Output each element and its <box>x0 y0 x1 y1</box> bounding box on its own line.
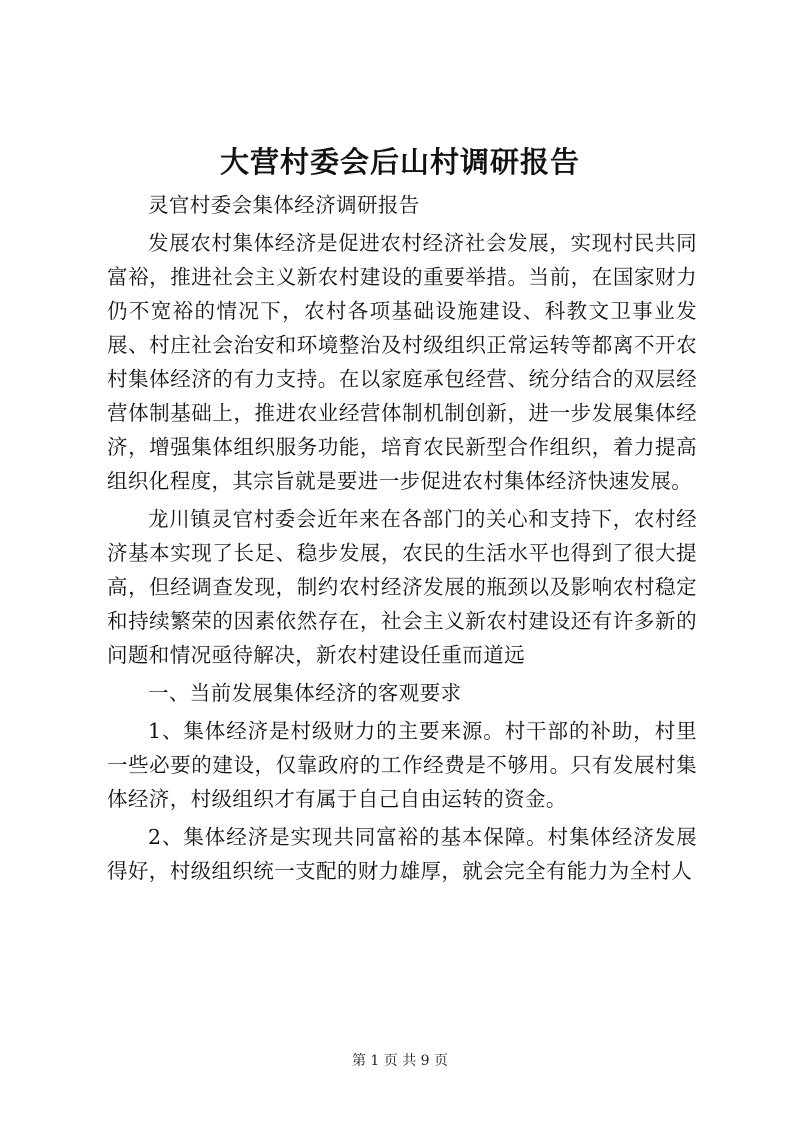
body-paragraph: 2、集体经济是实现共同富裕的基本保障。村集体经济发展得好，村级组织统一支配的财力雄厚，就会完全有能力为全村人 <box>107 825 697 883</box>
document-title: 大营村委会后山村调研报告 <box>219 145 580 179</box>
document-body <box>107 188 697 892</box>
page-footer: 第 1 页 共 9 页 <box>351 1053 449 1069</box>
body-paragraph: 发展农村集体经济是促进农村经济社会发展，实现村民共同富裕，推进社会主义新农村建设的重要举措。当前，在国家财力仍不宽裕的情况下，农村各项基础设施建设、科教文卫事业发展、村庄社会治安和环境整治及村级组织正常运转等都离不开农村集体经济的有力支持。在以家庭承包经营、统分结合的双层经营体制基础上，推进农业经营体制机制创新，进一步发展集体经济，增强集体组织服务功能，培育农民新型合作组织，着力提高组织化程度，其宗旨就是要进一步促进农村集体经济快速发展。 <box>107 231 697 493</box>
body-paragraph: 龙川镇灵官村委会近年来在各部门的关心和支持下，农村经济基本实现了长足、稳步发展，农民的生活水平也得到了很大提高，但经调查发现，制约农村经济发展的瓶颈以及影响农村稳定和持续繁荣的因素依然存在，社会主义新农村建设还有许多新的问题和情况亟待解决，新农村建设任重而道远 <box>107 507 697 667</box>
subtitle-paragraph: 灵官村委会集体经济调研报告 <box>148 193 420 217</box>
section-heading: 一、当前发展集体经济的客观要求 <box>148 681 462 705</box>
body-paragraph: 1、集体经济是村级财力的主要来源。村干部的补助，村里一些必要的建设，仅靠政府的工作经费是不够用。只有发展村集体经济，村级组织才有属于自己自由运转的资金。 <box>107 719 697 811</box>
